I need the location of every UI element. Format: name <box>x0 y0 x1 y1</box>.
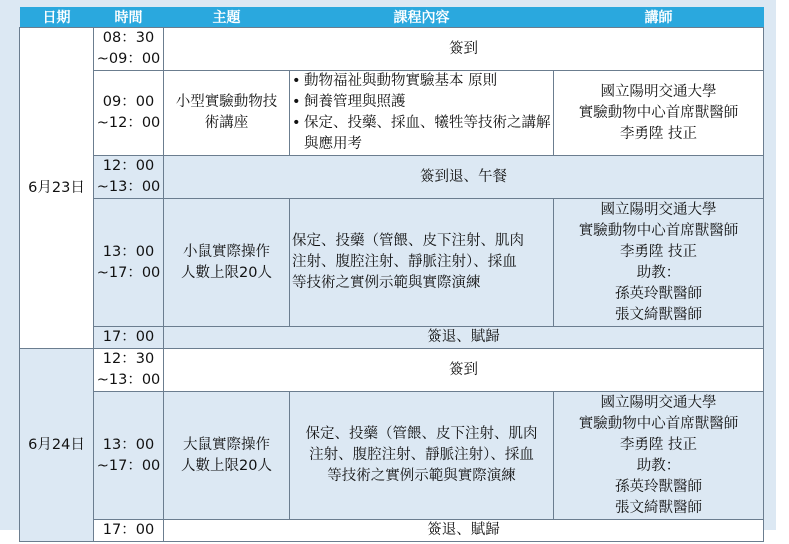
content-cell: 簽到 <box>164 349 764 392</box>
date-cell: 6月24日 <box>20 349 94 542</box>
course-schedule-table <box>19 7 764 542</box>
date-cell: 6月23日 <box>20 28 94 349</box>
table-row <box>20 392 764 520</box>
table-row <box>20 349 764 392</box>
table-row <box>20 199 764 327</box>
content-cell: 簽到退、午餐 <box>164 156 764 199</box>
table-row <box>20 28 764 71</box>
time-cell: 12：30 ~13：00 <box>94 349 164 392</box>
table-row <box>20 520 764 542</box>
instructor-cell: 國立陽明交通大學 實驗動物中心首席獸醫師 李勇陞 技正 <box>554 71 764 156</box>
header-content: 課程內容 <box>290 7 554 28</box>
list-item: • 飼養管理與照護 <box>290 92 553 113</box>
content-cell <box>290 71 554 156</box>
time-cell: 13：00 ~17：00 <box>94 199 164 327</box>
list-item: • 保定、投藥、採血、犧牲等技術之講解與應用考 <box>290 113 553 155</box>
instructor-cell: 國立陽明交通大學 實驗動物中心首席獸醫師 李勇陞 技正 助教： 孫英玲獸醫師 張文綺獸醫師 <box>554 392 764 520</box>
time-cell: 12：00 ~13：00 <box>94 156 164 199</box>
header-date: 日期 <box>20 7 94 28</box>
content-cell: 簽退、賦歸 <box>164 327 764 349</box>
time-cell: 13：00 ~17：00 <box>94 392 164 520</box>
table-row <box>20 156 764 199</box>
table-row <box>20 71 764 156</box>
content-cell: 簽退、賦歸 <box>164 520 764 542</box>
time-cell: 08：30 ~09：00 <box>94 28 164 71</box>
time-cell: 17：00 <box>94 327 164 349</box>
content-bullet-list <box>290 71 553 155</box>
list-item: • 動物福祉與動物實驗基本 原則 <box>290 71 553 92</box>
topic-cell: 大鼠實際操作 人數上限20人 <box>164 392 290 520</box>
content-cell: 簽到 <box>164 28 764 71</box>
content-cell: 保定、投藥（管餵、皮下注射、肌肉 注射、腹腔注射、靜脈注射）、採血 等技術之實例示範與實際演練 <box>290 199 554 327</box>
time-cell: 09：00 ~12：00 <box>94 71 164 156</box>
instructor-cell: 國立陽明交通大學 實驗動物中心首席獸醫師 李勇陞 技正 助教： 孫英玲獸醫師 張文綺獸醫師 <box>554 199 764 327</box>
table-header-row <box>20 7 764 28</box>
topic-cell: 小鼠實際操作 人數上限20人 <box>164 199 290 327</box>
content-cell: 保定、投藥（管餵、皮下注射、肌肉 注射、腹腔注射、靜脈注射）、採血 等技術之實例示範與實際演練 <box>290 392 554 520</box>
header-topic: 主題 <box>164 7 290 28</box>
time-cell: 17：00 <box>94 520 164 542</box>
topic-cell: 小型實驗動物技 術講座 <box>164 71 290 156</box>
header-instructor: 講師 <box>554 7 764 28</box>
header-time: 時間 <box>94 7 164 28</box>
table-row <box>20 327 764 349</box>
